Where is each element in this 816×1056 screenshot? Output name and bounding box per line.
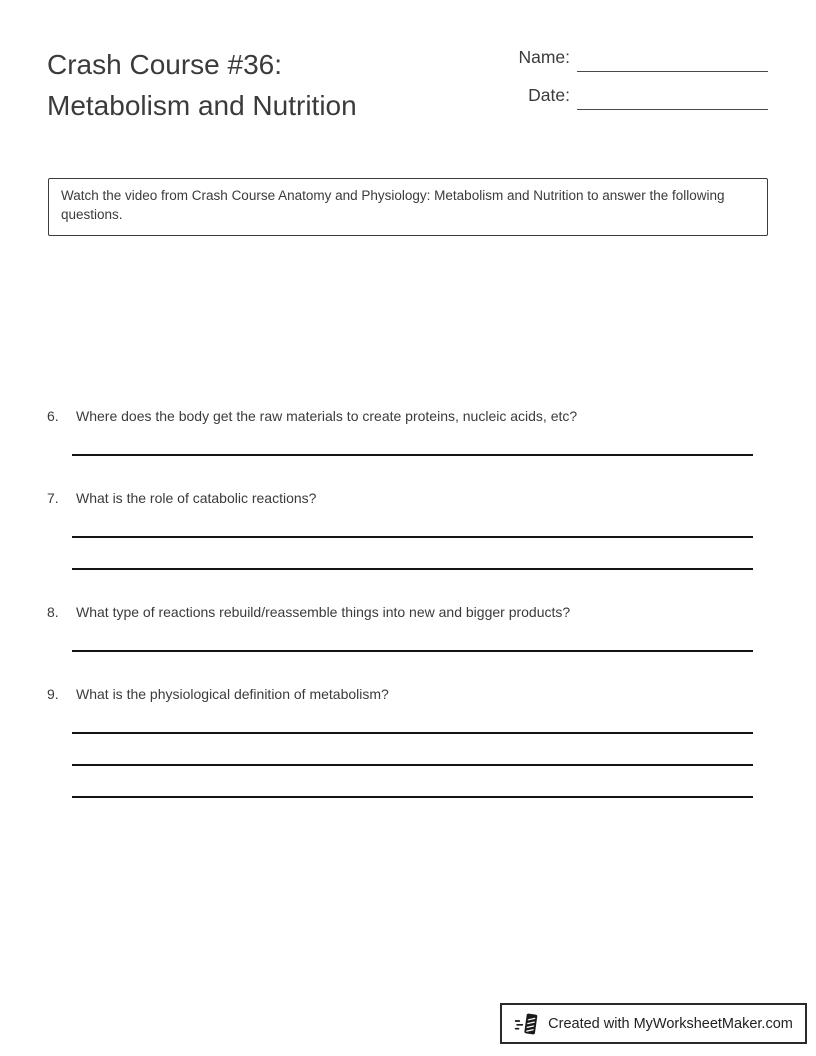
question-text-row: [47, 684, 753, 704]
name-label: Name:: [518, 47, 570, 67]
question-number: 7.: [47, 490, 59, 506]
question-text: What is the role of catabolic reactions?: [76, 490, 317, 506]
name-field-row: [518, 47, 768, 72]
worksheet-maker-logo-icon: [514, 1009, 540, 1039]
answer-blank-line: [72, 764, 753, 766]
question-item: [47, 602, 753, 652]
question-number: 6.: [47, 408, 59, 424]
date-field-row: [528, 85, 768, 110]
answer-blank-line: [72, 650, 753, 652]
question-text: Where does the body get the raw materials to create proteins, nucleic acids, etc?: [76, 408, 578, 424]
page-title-line1: Crash Course #36:: [47, 49, 283, 80]
question-item: [47, 488, 753, 570]
answer-blank-line: [72, 796, 753, 798]
answer-blank-line: [72, 454, 753, 456]
question-text-row: [47, 488, 753, 508]
header-fields: [518, 47, 768, 110]
question-number: 9.: [47, 686, 59, 702]
page-title-line2: Metabolism and Nutrition: [47, 90, 357, 121]
answer-blank-line: [72, 732, 753, 734]
question-item: [47, 684, 753, 798]
question-item: [47, 406, 753, 456]
date-label: Date:: [528, 85, 570, 105]
question-text-row: [47, 406, 753, 426]
instructions-box: [48, 178, 768, 236]
question-number: 8.: [47, 604, 59, 620]
question-text: What type of reactions rebuild/reassemble things into new and bigger products?: [76, 604, 571, 620]
answer-blank-line: [72, 536, 753, 538]
name-blank-line: [577, 47, 768, 72]
question-text-row: [47, 602, 753, 622]
answer-blank-line: [72, 568, 753, 570]
question-text: What is the physiological definition of metabolism?: [76, 686, 389, 702]
worksheet-maker-badge[interactable]: [500, 1003, 807, 1044]
instructions-text: Watch the video from Crash Course Anatomy and Physiology: Metabolism and Nutrition to answer the following questions.: [61, 188, 725, 222]
page-title: [47, 44, 357, 126]
date-blank-line: [577, 85, 768, 110]
worksheet-maker-badge-text: Created with MyWorksheetMaker.com: [548, 1015, 793, 1032]
questions-list: [47, 406, 753, 830]
